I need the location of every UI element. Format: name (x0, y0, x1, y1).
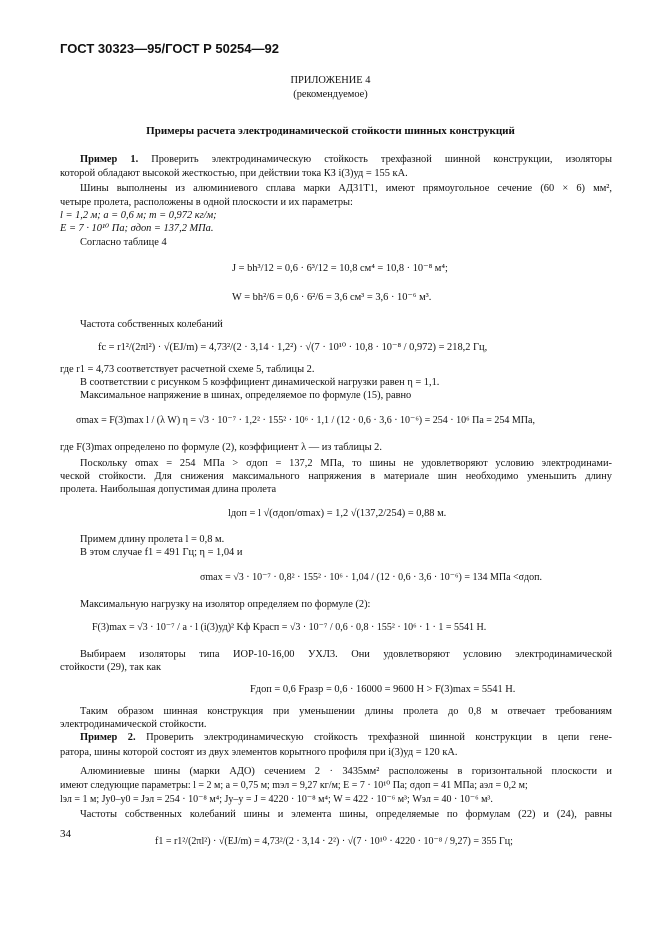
example2-bus-1: Алюминиевые шины (марки АДО) сечением 2 · 3435мм² расположены в горизонтальной плоскости и (80, 766, 612, 777)
example1-accept-2: В этом случае f1 = 491 Гц; η = 1,04 и (80, 547, 243, 558)
example2-intro-line1: Пример 2. Проверить электродинамическую стойкость трехфазной шинной конструкции в цепи гене- (80, 732, 612, 743)
example1-eta-note: В соответствии с рисунком 5 коэффициент динамической нагрузки равен η = 1,1. (80, 377, 440, 388)
example1-insul-1: Выбираем изоляторы типа ИОР-10-16,00 УХЛ3. Они удовлетворяют условию электродинамической (80, 649, 612, 660)
example1-accept-1: Примем длину пролета l = 0,8 м. (80, 534, 225, 545)
example2-freq-label: Частоты собственных колебаний шины и элемента шины, определяемые по формулам (22) и (24), равны (80, 809, 612, 820)
formula-fc: fc = r1²/(2πl²) · √(EJ/m) = 4,73²/(2 · 3,14 · 1,2²) · √(7 · 10¹⁰ · 10,8 · 10⁻⁸ / 0,972) = 218,2 Гц, (98, 342, 488, 353)
formula-W: W = bh²/6 = 0,6 · 6²/6 = 3,6 см³ = 3,6 · 10⁻⁶ м³. (232, 292, 432, 303)
appendix-subtitle: (рекомендуемое) (293, 89, 368, 100)
example2-label: Пример 2. (80, 732, 136, 743)
example1-since-1: Поскольку σmax = 254 МПа > σдоп = 137,2 МПа, то шины не удовлетворяют условию электродинами- (80, 458, 612, 469)
example1-fmax-note: где F(3)max определено по формуле (2), коэффициент λ — из таблицы 2. (60, 442, 382, 453)
example1-intro-line2: которой обладают высокой жесткостью, при действии тока КЗ i(3)уд = 155 кА. (60, 168, 408, 179)
document-header: ГОСТ 30323—95/ГОСТ Р 50254—92 (60, 41, 279, 56)
example1-since-3: пролета. Наибольшая допустимая длина пролета (60, 484, 277, 495)
example2-bus-3: lэл = 1 м; Jy0–y0 = Jэл = 254 · 10⁻⁸ м⁴; Jy–y = J = 4220 · 10⁻⁸ м⁴; W = 422 · 10⁻⁶ м³; Wэл = 40 · 10⁻⁶ м³. (60, 794, 493, 805)
example1-stress-label: Максимальное напряжение в шинах, определяемое по формуле (15), равно (80, 390, 412, 401)
formula-ldop: lдоп = l √(σдоп/σmax) = 1,2 √(137,2/254) = 0,88 м. (228, 508, 447, 519)
page-number: 34 (60, 828, 71, 840)
formula-Fdop: Fдоп = 0,6 Fразр = 0,6 · 16000 = 9600 Н > F(3)max = 5541 Н. (250, 684, 516, 695)
example2-intro-line2: ратора, шины которой состоят из двух элементов корытного профиля при i(3)уд = 120 кА. (60, 747, 458, 758)
formula-sigma2: σmax = √3 · 10⁻⁷ · 0,8² · 155² · 10⁶ · 1,04 / (12 · 0,6 · 3,6 · 10⁻⁶) = 134 МПа <σдоп. (200, 572, 542, 583)
example1-table-ref: Согласно таблице 4 (80, 237, 167, 248)
example1-insul-2: стойкости (29), так как (60, 662, 162, 673)
example1-label: Пример 1. (80, 154, 139, 165)
example1-load-label: Максимальную нагрузку на изолятор определяем по формуле (2): (80, 599, 371, 610)
example1-r1-note: где r1 = 4,73 соответствует расчетной схеме 5, таблицы 2. (60, 364, 315, 375)
appendix-title: ПРИЛОЖЕНИЕ 4 (290, 75, 371, 86)
formula-J: J = bh³/12 = 0,6 · 6³/12 = 10,8 см⁴ = 10,8 · 10⁻⁸ м⁴; (232, 263, 448, 274)
example1-concl-2: электродинамической стойкости. (60, 719, 207, 730)
formula-f1: f1 = r1²/(2πl²) · √(EJ/m) = 4,73²/(2 · 3,14 · 2²) · √(7 · 10¹⁰ · 4220 · 10⁻⁸ / 9,27) = 355 Гц; (155, 836, 513, 847)
example1-concl-1: Таким образом шинная конструкция при уменьшении длины пролета до 0,8 м отвечает требованиям (80, 706, 612, 717)
example2-bus-2: имеют следующие параметры: l = 2 м; a = 0,75 м; mэл = 9,27 кг/м; E = 7 · 10¹⁰ Па; σдоп = 41 МПа; aэл = 0,2 м; (60, 780, 528, 791)
example1-freq-label: Частота собственных колебаний (80, 319, 223, 330)
section-title: Примеры расчета электродинамической стойкости шинных конструкций (146, 125, 515, 137)
formula-sigma: σmax = F(3)max l / (λ W) η = √3 · 10⁻⁷ · 1,2² · 155² · 10⁶ · 1,1 / (12 · 0,6 · 3,6 · 10⁻⁶) = 254 · 10⁶ Па = 254 МПа, (76, 415, 535, 426)
example1-bus-line2: четыре пролета, расположены в одной плоскости и их параметры: (60, 197, 353, 208)
example1-since-2: ческой стойкости. Для снижения максимального напряжения в материале шин необходимо уменьшить длину (60, 471, 612, 482)
example1-params-1: l = 1,2 м; a = 0,6 м; m = 0,972 кг/м; (60, 210, 217, 221)
example1-params-2: E = 7 · 10¹⁰ Па; σдоп = 137,2 МПа. (60, 223, 214, 234)
example1-bus-line1: Шины выполнены из алюминиевого сплава марки АД31Т1, имеют прямоугольное сечение (60 × 6) мм², (80, 183, 612, 194)
formula-F: F(3)max = √3 · 10⁻⁷ / a · l (i(3)уд)² Kф Kрасп = √3 · 10⁻⁷ / 0,6 · 0,8 · 155² · 10⁶ · 1 · 1 = 5541 Н. (92, 622, 487, 633)
example1-intro-line1: Пример 1. Проверить электродинамическую стойкость трехфазной шинной конструкции, изоляторы (80, 154, 612, 165)
